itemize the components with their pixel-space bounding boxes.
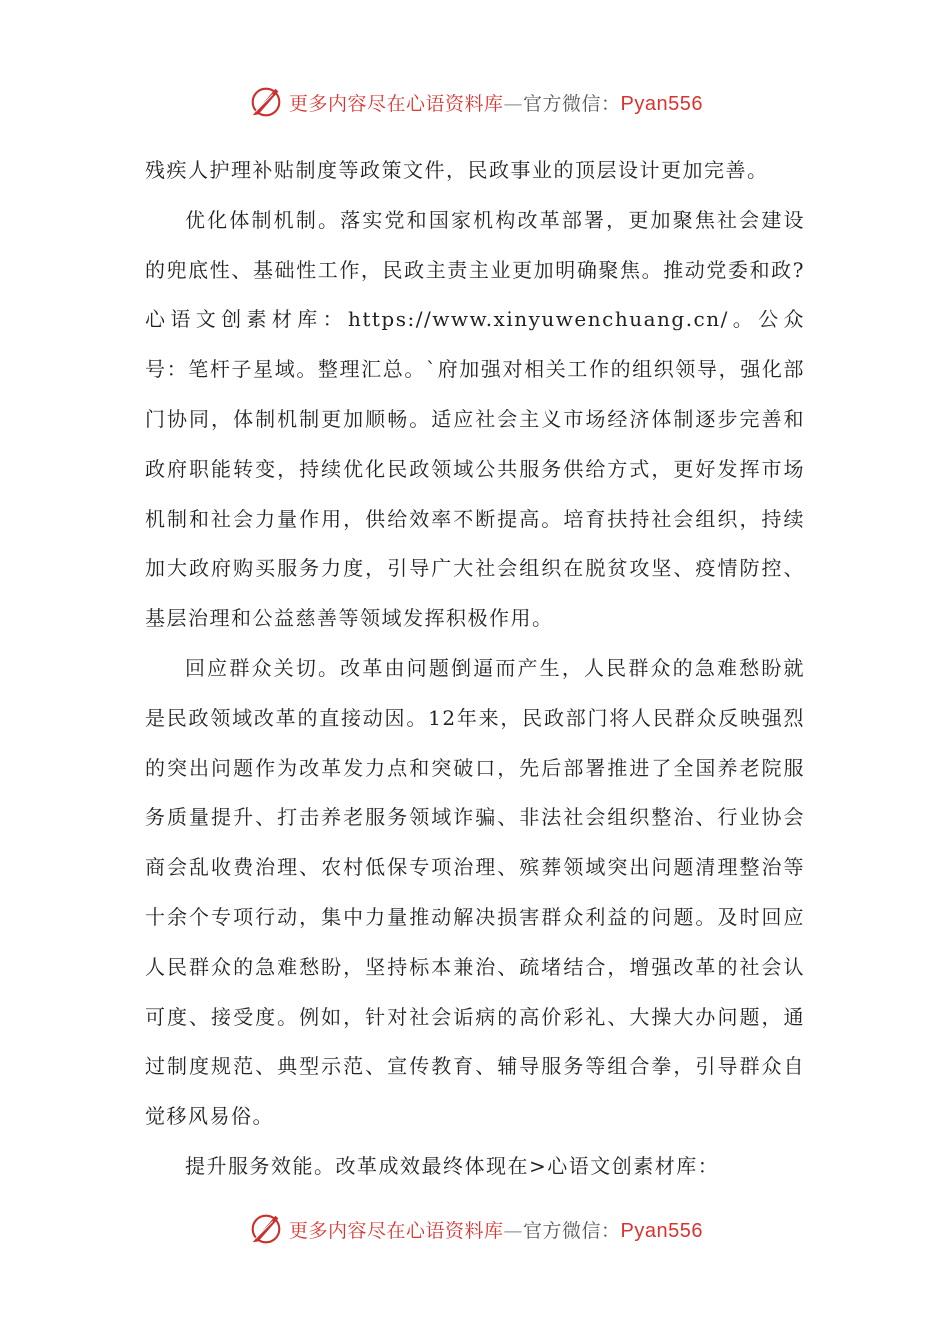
paragraph-optimize-system: 优化体制机制。落实党和国家机构改革部署，更加聚焦社会建设的兜底性、基础性工作，民政主责主业更加明确聚焦。推动党委和政?心语文创素材库：https://www.xinyuwenchuang.cn/。公众号：笔杆子星域。整理汇总。`府加强对相关工作的组织领导，强化部门协同，体制机制更加顺畅。适应社会主义市场经济体制逐步完善和政府职能转变，持续优化民政领域公共服务供给方式，更好发挥市场机制和社会力量作用，供给效率不断提高。培育扶持社会组织，持续加大政府购买服务力度，引导广大社会组织在脱贫攻坚、疫情防控、基层治理和公益慈善等领域发挥积极作用。 (145, 207, 805, 631)
footer-banner (0, 1207, 950, 1251)
banner-wechat-id: Pyan556 (620, 92, 703, 115)
paragraph-continued: 残疾人护理补贴制度等政策文件，民政事业的顶层设计更加完善。 (145, 158, 769, 182)
banner-separator: — (503, 1219, 524, 1242)
document-body (145, 146, 805, 1192)
header-banner (0, 80, 950, 124)
quill-logo-icon (247, 83, 285, 121)
banner-text (289, 1216, 703, 1243)
paragraph-respond-concerns: 回应群众关切。改革由问题倒逼而产生，人民群众的急难愁盼就是民政领域改革的直接动因。12年来，民政部门将人民群众反映强烈的突出问题作为改革发力点和突破口，先后部署推进了全国养老院服务质量提升、打击养老服务领域诈骗、非法社会组织整治、行业协会商会乱收费治理、农村低保专项治理、殡葬领域突出问题清理整治等十余个专项行动，集中力量推动解决损害群众利益的问题。及时回应人民群众的急难愁盼，坚持标本兼治、疏堵结合，增强改革的社会认可度、接受度。例如，针对社会诟病的高价彩礼、大操大办问题，通过制度规范、典型示范、宣传教育、辅导服务等组合拳，引导群众自觉移风易俗。 (145, 655, 805, 1129)
paragraph-service-efficiency: 提升服务效能。改革成效最终体现在>心语文创素材库： (185, 1153, 720, 1178)
banner-main-text: 更多内容尽在心语资料库 (289, 1219, 504, 1242)
quill-logo-icon (247, 1210, 285, 1248)
banner-main-text: 更多内容尽在心语资料库 (289, 92, 504, 115)
banner-text (289, 89, 703, 116)
banner-wechat-label: 官方微信： (523, 1219, 621, 1242)
banner-wechat-id: Pyan556 (620, 1219, 703, 1242)
banner-wechat-label: 官方微信： (523, 92, 621, 115)
banner-separator: — (503, 92, 524, 115)
